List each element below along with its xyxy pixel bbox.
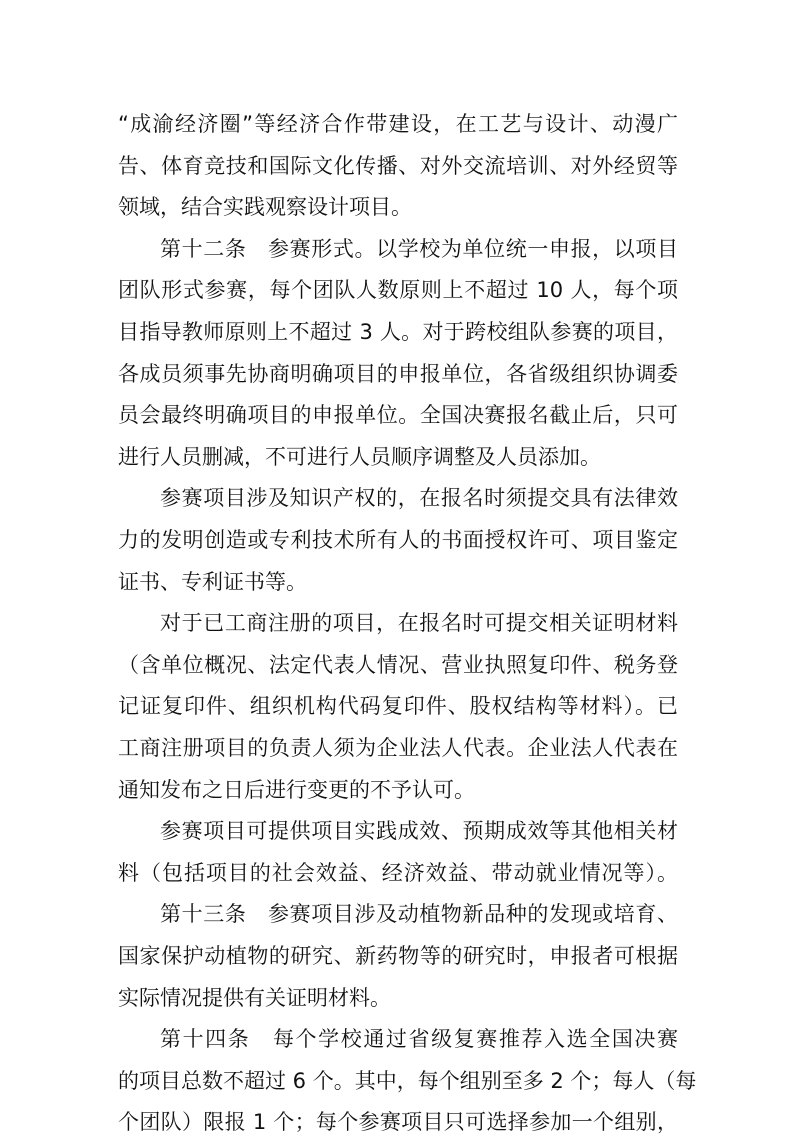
paragraph-start-line: 参赛项目涉及知识产权的，在报名时须提交具有法律效: [160, 486, 678, 511]
article-14-heading-line: 第十四条 每个学校通过省级复赛推荐入选全国决赛: [160, 1027, 678, 1052]
paragraph-start-line: 参赛项目可提供项目实践成效、预期成效等其他相关材: [160, 819, 678, 844]
text-line: 目指导教师原则上不超过 3 人。对于跨校组队参赛的项目，: [118, 320, 678, 344]
text-line: 力的发明创造或专利技术所有人的书面授权许可、项目鉴定: [118, 528, 678, 552]
text-line: 记证复印件、组织机构代码复印件、股权结构等材料）。已: [118, 694, 678, 719]
text-line: 证书、专利证书等。: [118, 569, 307, 594]
text-line: 告、体育竞技和国际文化传播、对外交流培训、对外经贸等: [118, 153, 678, 178]
text-line: 进行人员删减，不可进行人员顺序调整及人员添加。: [118, 444, 601, 469]
text-line: 通知发布之日后进行变更的不予认可。: [118, 777, 475, 802]
paragraph-start-line: 对于已工商注册的项目，在报名时可提交相关证明材料: [160, 611, 678, 636]
text-line: 各成员须事先协商明确项目的申报单位，各省级组织协调委: [118, 361, 678, 386]
text-line: （含单位概况、法定代表人情况、营业执照复印件、税务登: [118, 652, 678, 677]
text-line: 个团队）限报 1 个；每个参赛项目只可选择参加一个组别，: [118, 1110, 678, 1135]
text-line: 团队形式参赛，每个团队人数原则上不超过 10 人，每个项: [118, 278, 678, 303]
text-line: 工商注册项目的负责人须为企业法人代表。企业法人代表在: [118, 736, 678, 760]
text-line: “成渝经济圈”等经济合作带建设，在工艺与设计、动漫广: [118, 112, 678, 136]
article-12-heading-line: 第十二条 参赛形式。以学校为单位统一申报，以项目: [160, 236, 678, 261]
text-line: 料（包括项目的社会效益、经济效益、带动就业情况等）。: [118, 860, 678, 885]
text-line: 的项目总数不超过 6 个。其中，每个组别至多 2 个；每人（每: [118, 1068, 697, 1093]
text-line: 国家保护动植物的研究、新药物等的研究时，申报者可根据: [118, 944, 678, 968]
text-line: 领域，结合实践观察设计项目。: [118, 195, 412, 220]
text-line: 实际情况提供有关证明材料。: [118, 985, 391, 1010]
text-line: 员会最终明确项目的申报单位。全国决赛报名截止后，只可: [118, 403, 678, 428]
article-13-heading-line: 第十三条 参赛项目涉及动植物新品种的发现或培育、: [160, 902, 678, 927]
